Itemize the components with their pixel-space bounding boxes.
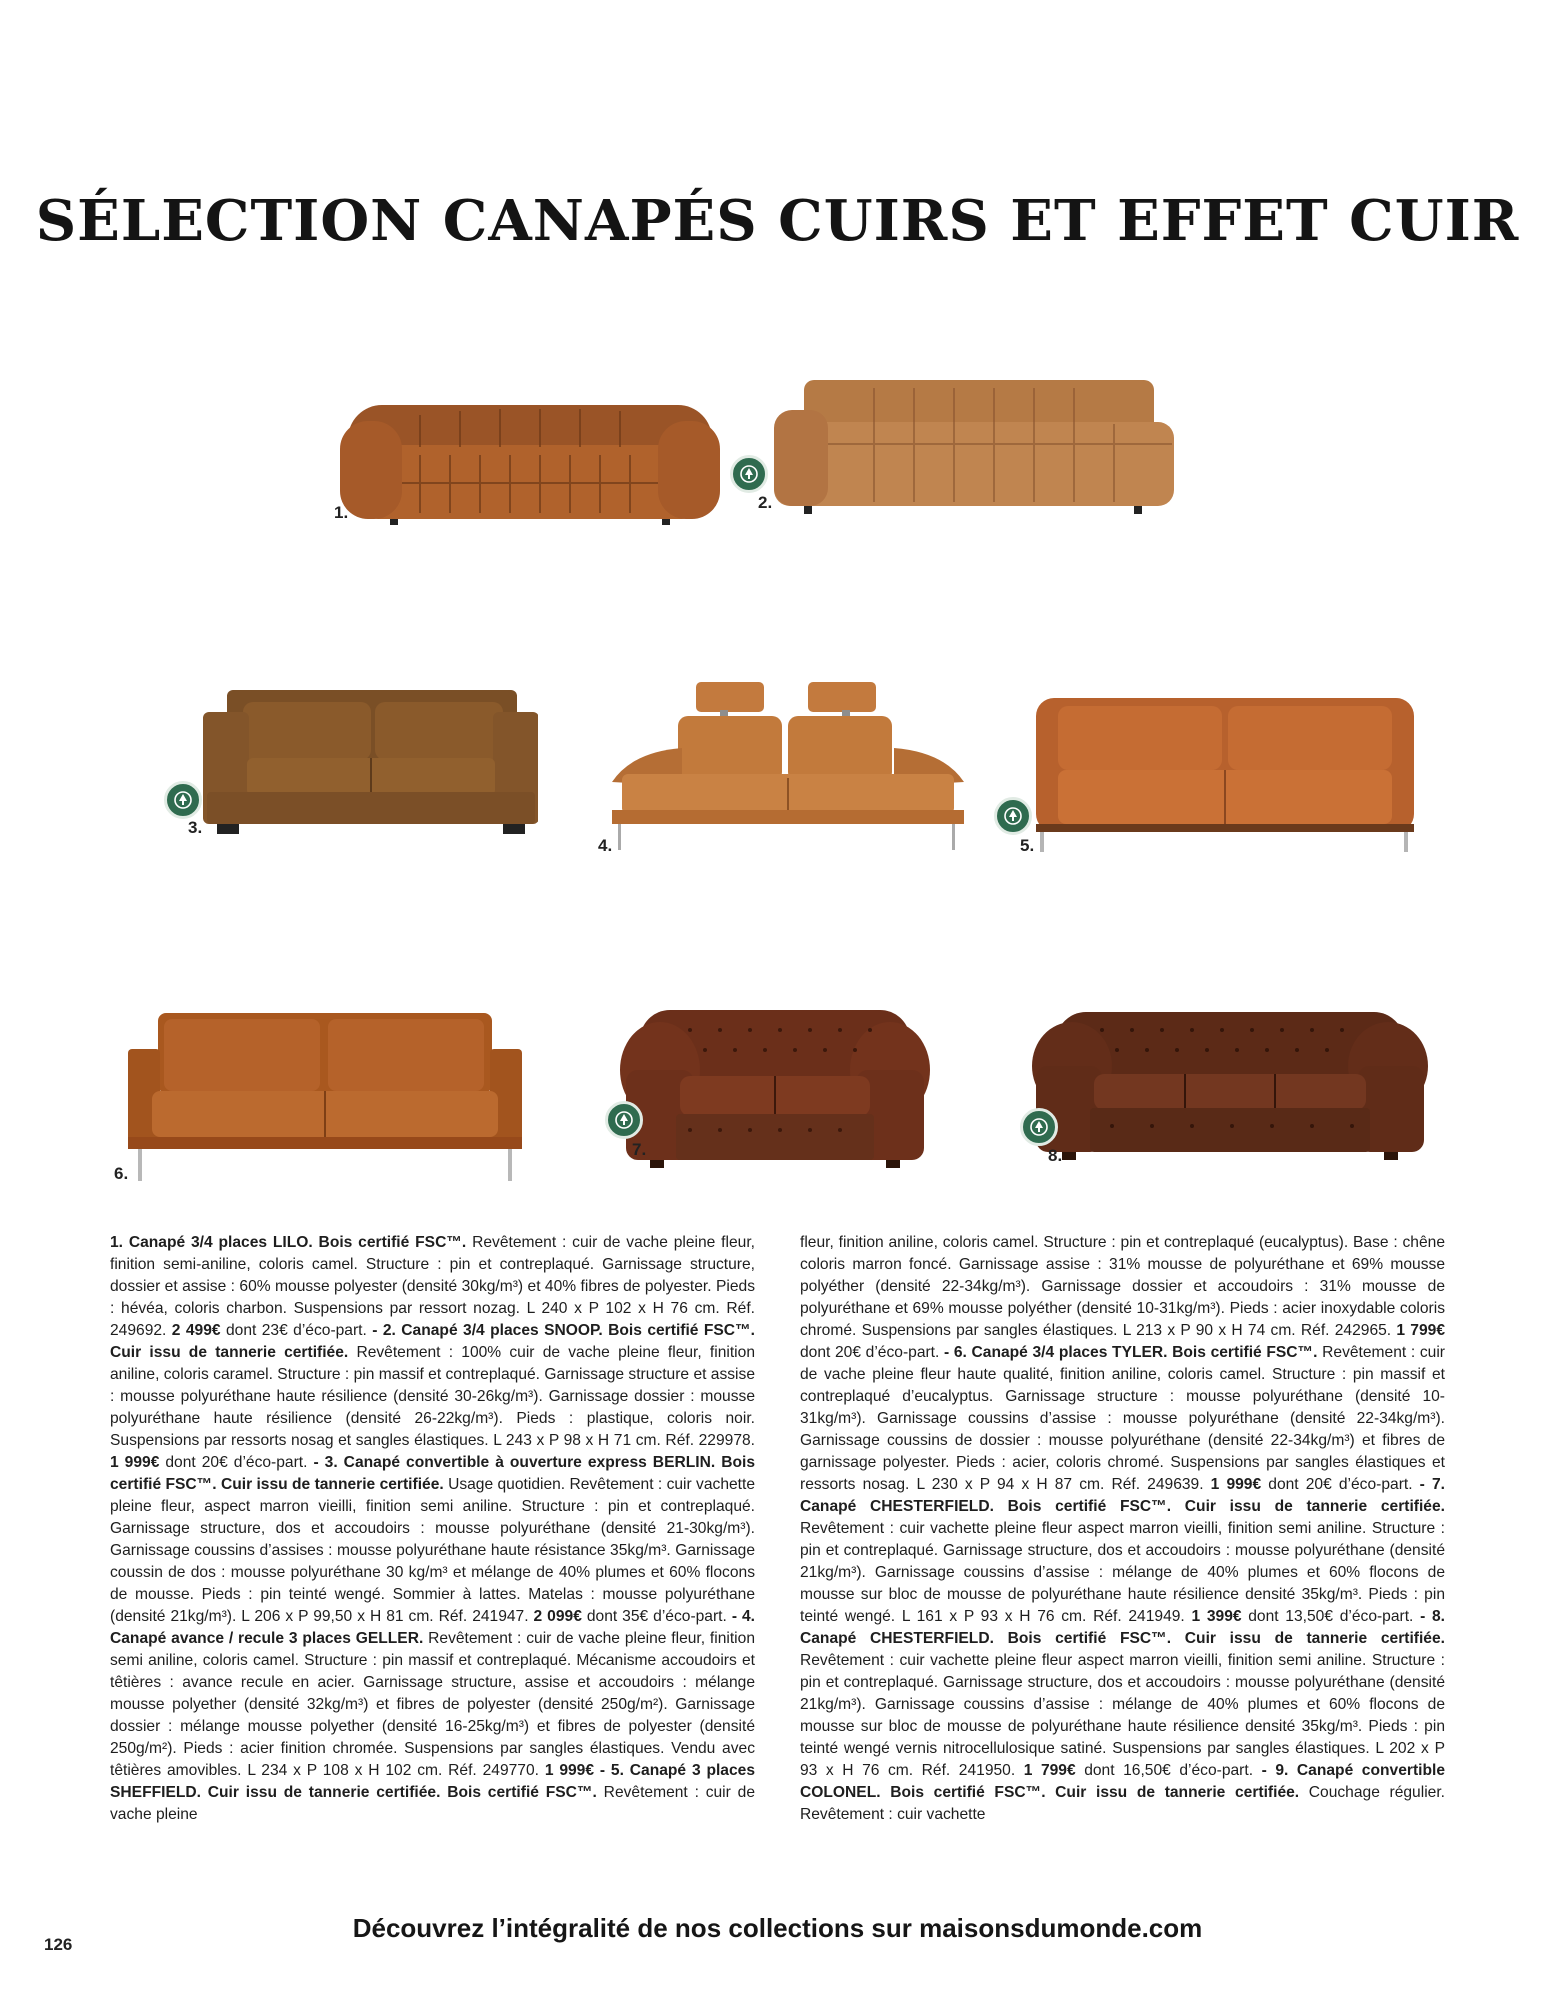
product-8-title: - 8. Canapé CHESTERFIELD. Bois certifié FSC™. Cuir issu de tannerie certifiée. <box>800 1608 1445 1647</box>
description-column-right <box>800 1232 1445 1826</box>
sofa-5-number: 5. <box>1020 836 1035 855</box>
product-2-eco: dont 20€ d’éco-part. <box>159 1454 314 1471</box>
fsc-tree-icon <box>614 1110 634 1130</box>
product-3-title: - 3. Canapé convertible à ouverture express BERLIN. Bois certifié FSC™. Cuir issu de tannerie certifiée. <box>110 1454 755 1493</box>
product-9-text: Couchage régulier. Revêtement : cuir vachette <box>800 1784 1445 1823</box>
sofa-5-image <box>1036 698 1414 854</box>
product-2-title: - 2. Canapé 3/4 places SNOOP. Bois certifié FSC™. Cuir issu de tannerie certifiée. <box>110 1322 755 1361</box>
product-3-eco: dont 35€ d’éco-part. <box>581 1608 732 1625</box>
sofa-1-number: 1. <box>334 503 349 522</box>
sofa-2-image <box>774 380 1174 515</box>
product-1-text: Revêtement : cuir de vache pleine fleur, finition semi-aniline, coloris camel. Structure : pin et contreplaqué. Garnissage structure, dossier et assise : 60% mousse polyester (densité 30kg/m³) et 40% fibres de polyester. Pieds : hévéa, coloris charbon. Suspensions par ressort nozag. L 240 x P 102 x H 76 cm. Réf. 249692. <box>110 1234 755 1339</box>
product-4-text: Revêtement : cuir de vache pleine fleur, finition semi aniline, coloris camel. Structure : pin massif et contreplaqué. Mécanisme accoudoirs et têtières : avance recule en acier. Garnissage structure, assise et accoudoirs : mélange mousse polyether (densité 32kg/m³) et fibres de polyester (densité 250g/m²). Garnissage dossier : mélange mousse polyether (densité 16-25kg/m³) et fibres de polyester (densité 250g/m²). Pieds : acier finition chromée. Suspensions par sangles élastiques. Vendu avec têtières amovibles. L 234 x P 108 x H 102 cm. Réf. 249770. <box>110 1630 755 1779</box>
sofa-1-image <box>340 385 720 525</box>
sofa-2-number: 2. <box>758 493 773 512</box>
product-1-eco: dont 23€ d’éco-part. <box>220 1322 373 1339</box>
sofa-6-image <box>128 1013 522 1181</box>
product-6-title: - 6. Canapé 3/4 places TYLER. Bois certifié FSC™. <box>944 1344 1318 1361</box>
product-8-price: 1 799€ <box>1023 1762 1076 1779</box>
product-1-title: 1. Canapé 3/4 places LILO. Bois certifié FSC™. <box>110 1234 467 1251</box>
product-6-text: Revêtement : cuir de vache pleine fleur haute qualité, finition aniline, coloris camel. Structure : pin massif et contreplaqué d’eucalyptus. Garnissage structure : mousse polyuréthane (densité 10-31kg/m³). Garnissage coussins d’assise : mousse polyuréthane (densité 22-34kg/m³). Garnissage coussins de dossier : mousse polyuréthane (densité 22-34kg/m³) et fibres de garnissage polyester. Pieds : acier, coloris chromé. Suspensions par sangles élastiques et ressorts nosag. L 230 x P 94 x H 87 cm. Réf. 249639. <box>800 1344 1445 1493</box>
product-5-price: 1 799€ <box>1396 1322 1445 1339</box>
fsc-badge-8 <box>1020 1108 1058 1146</box>
sofa-7-image <box>620 1010 930 1170</box>
fsc-tree-icon <box>1003 806 1023 826</box>
product-7-eco: dont 13,50€ d’éco-part. <box>1241 1608 1421 1625</box>
product-6-price: 1 999€ <box>1210 1476 1262 1493</box>
product-1-price: 2 499€ <box>171 1322 221 1339</box>
description-column-left <box>110 1232 755 1826</box>
product-9-title: - 9. Canapé convertible COLONEL. Bois certifié FSC™. Cuir issu de tannerie certifiée. <box>800 1762 1445 1801</box>
product-8-text: Revêtement : cuir vachette pleine fleur aspect marron vieilli, finition semi aniline. Structure : pin et contreplaqué. Garnissage structure, dos et accoudoirs : mousse polyuréthane (densité 21kg/m³). Garnissage coussins d’assise : mélange de 40% plumes et 60% flocons de mousse sur bloc de mousse de polyuréthane haute résilience densité 35kg/m³. Pieds : pin teinté wengé vernis nitrocellulosique satiné. Suspensions par sangles élastiques. L 202 x P 93 x H 76 cm. Réf. 241950. <box>800 1652 1445 1779</box>
sofa-3-number: 3. <box>188 818 203 837</box>
product-2-text: Revêtement : 100% cuir de vache pleine fleur, finition aniline, coloris caramel. Structure : pin massif et contreplaqué. Garnissage structure et assise : mousse polyuréthane haute résilience (densité 30-26kg/m³). Garnissage dossier : mousse polyuréthane haute résilience (densité 26-22kg/m³). Pieds : plastique, coloris noir. Suspensions par ressorts nosag et sangles élastiques. L 243 x P 98 x H 71 cm. Réf. 229978. <box>110 1344 755 1449</box>
product-4-price: 1 999€ <box>544 1762 595 1779</box>
product-7-price: 1 399€ <box>1191 1608 1242 1625</box>
sofa-6-number: 6. <box>114 1164 129 1183</box>
page-title: SÉLECTION CANAPÉS CUIRS ET EFFET CUIR <box>35 188 1520 254</box>
fsc-badge-7 <box>605 1101 643 1139</box>
product-3-price: 2 099€ <box>533 1608 582 1625</box>
product-8-eco: dont 16,50€ d’éco-part. <box>1075 1762 1262 1779</box>
sofa-8-image <box>1032 1012 1428 1162</box>
sofa-3-image <box>203 690 538 836</box>
product-2-price: 1 999€ <box>110 1454 160 1471</box>
page-number: 126 <box>44 1935 73 1954</box>
sofa-4-number: 4. <box>598 836 613 855</box>
fsc-tree-icon <box>173 790 193 810</box>
product-4-title: - 4. Canapé avance / recule 3 places GELLER. <box>110 1608 755 1647</box>
footer-website-link[interactable]: Découvrez l’intégralité de nos collections sur maisonsdumonde.com <box>352 1913 1203 1943</box>
sofa-4-image <box>612 682 964 852</box>
product-7-title: - 7. Canapé CHESTERFIELD. Bois certifié FSC™. Cuir issu de tannerie certifiée. <box>800 1476 1445 1515</box>
fsc-tree-icon <box>739 464 759 484</box>
product-5-text: Revêtement : cuir de vache pleine <box>110 1784 755 1823</box>
product-5-text-cont: fleur, finition aniline, coloris camel. Structure : pin et contreplaqué (eucalyptus). Base : chêne coloris marron foncé. Garnissage assise : 31% mousse de polyuréthane et 69% mousse polyéther (densité 22-34kg/m³). Garnissage dossier et accoudoirs : 31% mousse de polyuréthane et 69% mousse polyéther (densité 10-31kg/m³). Pieds : acier inoxydable coloris chromé. Suspensions par sangles élastiques. L 213 x P 90 x H 74 cm. Réf. 242965. <box>800 1234 1445 1339</box>
fsc-badge-2 <box>730 455 768 493</box>
fsc-badge-5 <box>994 797 1032 835</box>
fsc-tree-icon <box>1029 1117 1049 1137</box>
product-5-title: - 5. Canapé 3 places SHEFFIELD. Cuir issu de tannerie certifiée. Bois certifié FSC™. <box>110 1762 756 1801</box>
product-3-text: Usage quotidien. Revêtement : cuir vachette pleine fleur, aspect marron vieilli, finition semi aniline. Structure : pin et contreplaqué. Garnissage structure, dos et accoudoirs : mousse polyuréthane (densité 21-30kg/m³). Garnissage coussins d’assises : mousse polyuréthane haute résistance 35kg/m³. Garnissage coussin de dos : mousse polyuréthane 30 kg/m³ et mélange de 40% plumes et 60% flocons de mousse. Pieds : pin teinté wengé. Sommier à lattes. Matelas : mousse polyuréthane (densité 21kg/m³). L 206 x P 99,50 x H 81 cm. Réf. 241947. <box>110 1476 756 1625</box>
product-7-text: Revêtement : cuir vachette pleine fleur aspect marron vieilli, finition semi aniline. Structure : pin et contreplaqué. Garnissage structure, dos et accoudoirs : mousse polyuréthane (densité 21kg/m³). Garnissage coussins d’assise : mélange de 40% plumes et 60% flocons de mousse sur bloc de mousse de polyuréthane haute résilience densité 35kg/m³. Pieds : pin teinté wengé. L 161 x P 93 x H 76 cm. Réf. 241949. <box>800 1520 1445 1625</box>
sofa-7-number: 7. <box>632 1140 647 1159</box>
fsc-badge-3 <box>164 781 202 819</box>
sofa-8-number: 8. <box>1048 1146 1063 1165</box>
product-5-eco: dont 20€ d’éco-part. <box>800 1344 945 1361</box>
product-6-eco: dont 20€ d’éco-part. <box>1261 1476 1420 1493</box>
